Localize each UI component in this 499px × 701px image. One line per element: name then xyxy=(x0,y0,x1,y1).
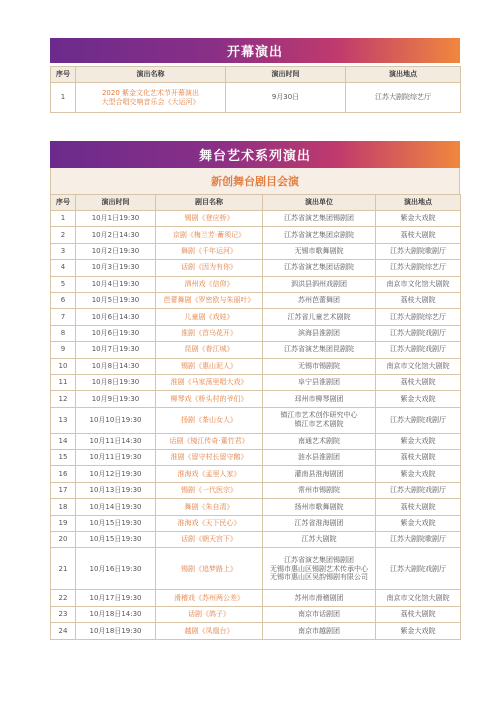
opening-banner xyxy=(50,38,460,63)
row-unit: 灌南县淮海剧团 xyxy=(263,466,376,482)
opening-header-row xyxy=(51,67,461,83)
row-no: 21 xyxy=(51,548,76,590)
row-no: 15 xyxy=(51,450,76,466)
table-row xyxy=(51,548,461,590)
row-time: 10月9日19:30 xyxy=(76,391,156,407)
row-time: 10月8日14:30 xyxy=(76,358,156,374)
series-header-no: 序号 xyxy=(51,195,76,211)
series-title: 舞台艺术系列演出 xyxy=(198,149,311,164)
row-no: 5 xyxy=(51,276,76,292)
opening-table xyxy=(50,66,461,113)
row-unit-line: 镇江市艺术剧院 xyxy=(294,420,344,429)
row-unit-line: 无锡市惠山区锡剧艺术传承中心 xyxy=(270,564,368,573)
table-row xyxy=(51,342,461,358)
row-show: 淮海戏《天下民心》 xyxy=(156,515,263,531)
table-row xyxy=(51,243,461,259)
row-show: 话剧《因为有你》 xyxy=(156,260,263,276)
table-row xyxy=(51,590,461,606)
row-unit: 江苏省演艺集团京剧院 xyxy=(263,227,376,243)
row-venue: 荔枝大剧院 xyxy=(376,450,461,466)
row-time: 10月10日19:30 xyxy=(76,407,156,433)
row-show: 话剧《鸽子》 xyxy=(156,606,263,622)
series-banner xyxy=(50,141,460,168)
row-unit: 阜宁县淮剧团 xyxy=(263,374,376,390)
series-subtitle-bar xyxy=(50,168,460,194)
row-time: 10月2日19:30 xyxy=(76,243,156,259)
row-no: 20 xyxy=(51,532,76,548)
row-no: 14 xyxy=(51,433,76,449)
row-show: 昆剧《眷江城》 xyxy=(156,342,263,358)
row-venue: 紫金大戏院 xyxy=(376,466,461,482)
table-row xyxy=(51,374,461,390)
row-time: 10月18日19:30 xyxy=(76,623,156,639)
row-venue: 荔枝大剧院 xyxy=(376,606,461,622)
row-show: 淮剧《首乌花开》 xyxy=(156,325,263,341)
row-venue: 紫金大戏院 xyxy=(376,515,461,531)
series-header-venue: 演出地点 xyxy=(376,195,461,211)
row-time: 10月4日19:30 xyxy=(76,276,156,292)
row-time: 10月15日19:30 xyxy=(76,532,156,548)
row-unit: 无锡市锡剧院 xyxy=(263,358,376,374)
row-time: 10月6日14:30 xyxy=(76,309,156,325)
table-row xyxy=(51,325,461,341)
row-unit: 江苏省演艺集团锡剧团 xyxy=(263,211,376,227)
row-no: 9 xyxy=(51,342,76,358)
opening-name-line1: 2020 紫金文化艺术节开幕演出 xyxy=(101,88,200,97)
table-row xyxy=(51,276,461,292)
row-no: 22 xyxy=(51,590,76,606)
row-show: 儿童剧《戏娃》 xyxy=(156,309,263,325)
table-row xyxy=(51,309,461,325)
row-unit: 江苏省儿童艺术剧院 xyxy=(263,309,376,325)
row-unit: 泗洪县泗州戏剧团 xyxy=(263,276,376,292)
row-unit: 常州市锡剧院 xyxy=(263,482,376,498)
opening-row xyxy=(51,83,461,113)
row-no: 6 xyxy=(51,292,76,308)
row-time: 10月8日19:30 xyxy=(76,374,156,390)
row-no: 23 xyxy=(51,606,76,622)
row-time: 10月2日14:30 xyxy=(76,227,156,243)
row-venue: 江苏大剧院综艺厅 xyxy=(376,309,461,325)
row-unit-line: 镇江市艺术创作研究中心 xyxy=(280,411,358,420)
row-show: 舞剧《千年运河》 xyxy=(156,243,263,259)
row-no: 12 xyxy=(51,391,76,407)
row-unit: 江苏省演艺集团话剧院 xyxy=(263,260,376,276)
row-venue: 紫金大戏院 xyxy=(376,623,461,639)
row-unit xyxy=(263,548,376,590)
row-time: 10月11日14:30 xyxy=(76,433,156,449)
row-no: 17 xyxy=(51,482,76,498)
table-row xyxy=(51,499,461,515)
row-venue: 荔枝大剧院 xyxy=(376,227,461,243)
table-row xyxy=(51,391,461,407)
row-show: 芭蕾舞剧《罗密欧与朱丽叶》 xyxy=(156,292,263,308)
row-venue: 江苏大剧院戏剧厅 xyxy=(376,407,461,433)
opening-name xyxy=(76,83,226,113)
table-row xyxy=(51,623,461,639)
table-row xyxy=(51,358,461,374)
series-header-row xyxy=(51,195,461,211)
row-no: 1 xyxy=(51,211,76,227)
row-unit: 江苏省淮海剧团 xyxy=(263,515,376,531)
row-show: 扬剧《茶山女人》 xyxy=(156,407,263,433)
row-show: 泗州戏《信仰》 xyxy=(156,276,263,292)
row-no: 4 xyxy=(51,260,76,276)
opening-time: 9月30日 xyxy=(226,83,346,113)
row-unit: 邳州市柳琴剧团 xyxy=(263,391,376,407)
row-unit: 扬州市歌舞剧院 xyxy=(263,499,376,515)
row-unit: 江苏省演艺集团昆剧院 xyxy=(263,342,376,358)
row-time: 10月15日19:30 xyxy=(76,515,156,531)
row-time: 10月16日19:30 xyxy=(76,548,156,590)
row-show: 柳琴戏《桥头村的爷们》 xyxy=(156,391,263,407)
table-row xyxy=(51,227,461,243)
opening-name-line2: 大型合唱交响音乐会《大运河》 xyxy=(101,97,200,106)
row-show: 锡剧《惠山泥人》 xyxy=(156,358,263,374)
row-venue: 江苏大剧院戏剧厅 xyxy=(376,342,461,358)
row-no: 19 xyxy=(51,515,76,531)
table-row xyxy=(51,407,461,433)
opening-no: 1 xyxy=(51,83,76,113)
series-header-time: 演出时间 xyxy=(76,195,156,211)
row-show: 锡剧《登应桥》 xyxy=(156,211,263,227)
series-header-show: 剧目名称 xyxy=(156,195,263,211)
row-venue: 紫金大戏院 xyxy=(376,391,461,407)
row-unit-line: 江苏省演艺集团锡剧团 xyxy=(284,555,354,564)
row-venue: 南京市文化馆大剧院 xyxy=(376,276,461,292)
header-no: 序号 xyxy=(51,67,76,83)
row-time: 10月6日19:30 xyxy=(76,325,156,341)
row-show: 舞剧《朱自清》 xyxy=(156,499,263,515)
series-header-unit: 演出单位 xyxy=(263,195,376,211)
row-time: 10月14日19:30 xyxy=(76,499,156,515)
series-table xyxy=(50,194,461,640)
row-venue: 荔枝大剧院 xyxy=(376,292,461,308)
series-subtitle: 新创舞台剧目会演 xyxy=(211,175,299,188)
row-unit: 滨海县淮剧团 xyxy=(263,325,376,341)
row-unit: 南京市话剧团 xyxy=(263,606,376,622)
table-row xyxy=(51,532,461,548)
row-unit xyxy=(263,407,376,433)
row-time: 10月1日19:30 xyxy=(76,211,156,227)
row-venue: 江苏大剧院戏剧厅 xyxy=(376,548,461,590)
row-unit: 涟水县淮剧团 xyxy=(263,450,376,466)
row-no: 18 xyxy=(51,499,76,515)
row-no: 13 xyxy=(51,407,76,433)
row-venue: 紫金大戏院 xyxy=(376,433,461,449)
row-unit: 南通艺术剧院 xyxy=(263,433,376,449)
table-row xyxy=(51,433,461,449)
row-no: 3 xyxy=(51,243,76,259)
row-show: 滑稽戏《苏州两公差》 xyxy=(156,590,263,606)
row-venue: 荔枝大剧院 xyxy=(376,374,461,390)
row-unit-line: 无锡市惠山区吴韵锡剧有限公司 xyxy=(270,573,368,582)
row-no: 10 xyxy=(51,358,76,374)
table-row xyxy=(51,450,461,466)
row-show: 话剧《镜江传奇·董竹君》 xyxy=(156,433,263,449)
row-no: 7 xyxy=(51,309,76,325)
row-venue: 江苏大剧院综艺厅 xyxy=(376,260,461,276)
row-show: 锡剧《一代医宗》 xyxy=(156,482,263,498)
row-show: 越剧《凤凰台》 xyxy=(156,623,263,639)
row-venue: 荔枝大剧院 xyxy=(376,499,461,515)
row-no: 2 xyxy=(51,227,76,243)
row-venue: 江苏大剧院歌剧厅 xyxy=(376,532,461,548)
table-row xyxy=(51,606,461,622)
row-unit: 苏州芭蕾舞团 xyxy=(263,292,376,308)
row-no: 24 xyxy=(51,623,76,639)
row-time: 10月17日19:30 xyxy=(76,590,156,606)
table-row xyxy=(51,260,461,276)
header-venue: 演出地点 xyxy=(346,67,461,83)
row-venue: 江苏大剧院歌剧厅 xyxy=(376,243,461,259)
table-row xyxy=(51,292,461,308)
row-time: 10月7日19:30 xyxy=(76,342,156,358)
row-show: 淮剧《留守村长留守鹅》 xyxy=(156,450,263,466)
row-unit: 无锡市歌舞剧院 xyxy=(263,243,376,259)
row-show: 淮海戏《孟里人家》 xyxy=(156,466,263,482)
row-unit: 南京市越剧团 xyxy=(263,623,376,639)
row-no: 16 xyxy=(51,466,76,482)
opening-venue: 江苏大剧院综艺厅 xyxy=(346,83,461,113)
row-venue: 江苏大剧院戏剧厅 xyxy=(376,325,461,341)
opening-title: 开幕演出 xyxy=(226,45,283,60)
row-unit: 江苏大剧院 xyxy=(263,532,376,548)
row-venue: 紫金大戏院 xyxy=(376,211,461,227)
header-time: 演出时间 xyxy=(226,67,346,83)
row-time: 10月11日19:30 xyxy=(76,450,156,466)
row-unit: 苏州市滑稽剧团 xyxy=(263,590,376,606)
table-row xyxy=(51,482,461,498)
table-row xyxy=(51,211,461,227)
row-time: 10月5日19:30 xyxy=(76,292,156,308)
row-time: 10月3日19:30 xyxy=(76,260,156,276)
row-show: 京剧《梅兰芳·蓄须记》 xyxy=(156,227,263,243)
row-show: 淮剧《马家荡里唱大戏》 xyxy=(156,374,263,390)
table-row xyxy=(51,466,461,482)
row-show: 锡剧《追梦路上》 xyxy=(156,548,263,590)
row-time: 10月13日19:30 xyxy=(76,482,156,498)
row-venue: 南京市文化馆大剧院 xyxy=(376,358,461,374)
row-time: 10月18日14:30 xyxy=(76,606,156,622)
header-name: 演出名称 xyxy=(76,67,226,83)
table-row xyxy=(51,515,461,531)
row-no: 11 xyxy=(51,374,76,390)
row-time: 10月12日19:30 xyxy=(76,466,156,482)
row-venue: 南京市文化馆大剧院 xyxy=(376,590,461,606)
row-no: 8 xyxy=(51,325,76,341)
row-venue: 江苏大剧院戏剧厅 xyxy=(376,482,461,498)
row-show: 话剧《朝天宫下》 xyxy=(156,532,263,548)
